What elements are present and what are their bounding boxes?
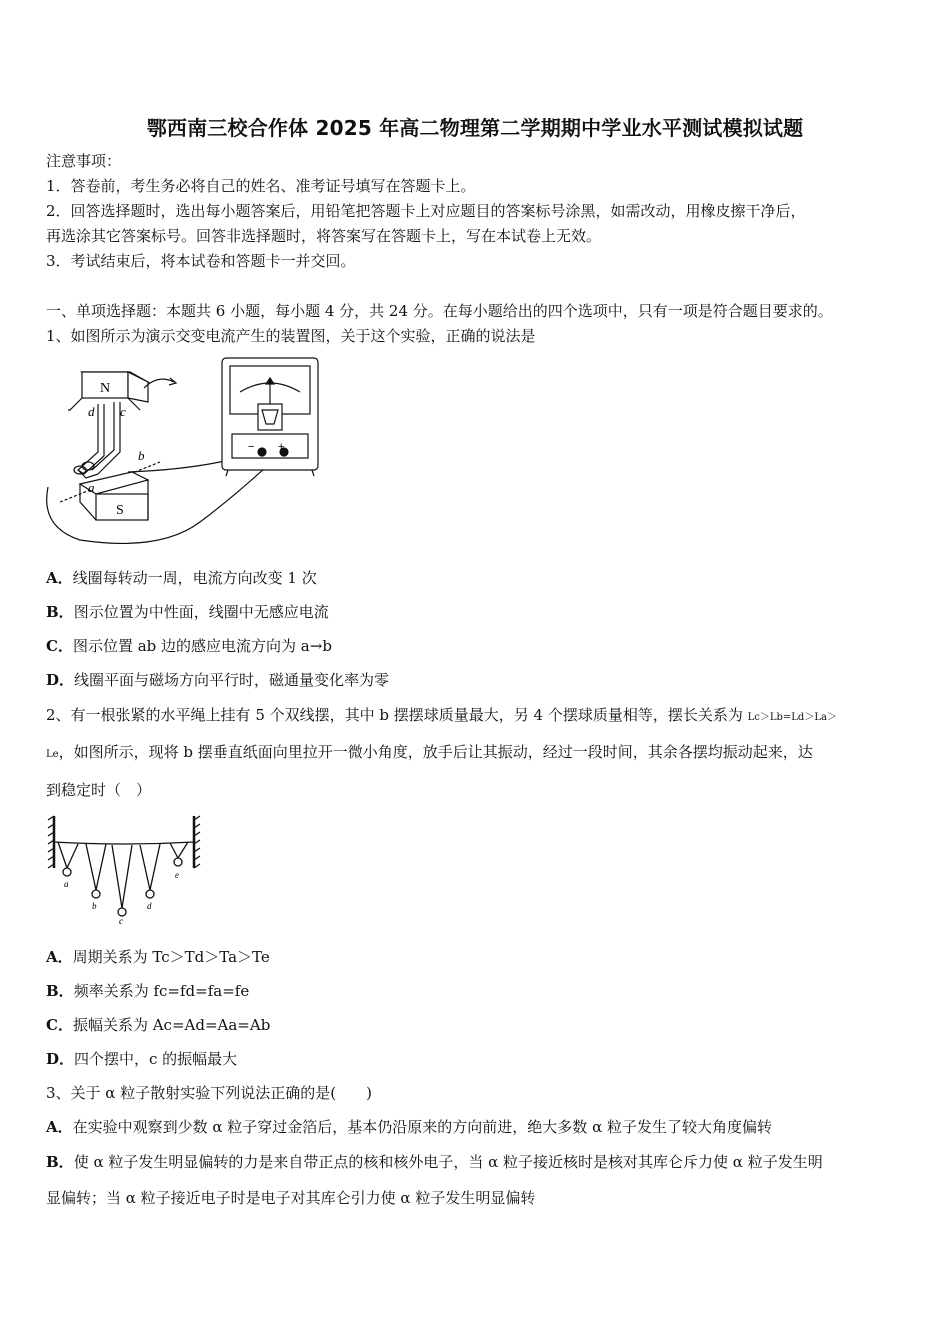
option-item [46,635,332,657]
notice-heading: 注意事项： [46,152,122,170]
label-n: N [100,381,111,396]
option-item [46,669,389,691]
pendulum-label: a [64,879,69,889]
option-text: 使 α 粒子发生明显偏转的力是来自带正点的核和核外电子，当 α 粒子接近核时是核对其库仑斥力使 α 粒子发生明 [73,1153,823,1171]
label-b: b [138,448,145,463]
page-title: 鄂西南三校合作体 2025 年高二物理第二学期期中学业水平测试模拟试题 [146,116,804,140]
option-key: D． [46,1050,75,1068]
ac-generator-figure [40,352,330,544]
option-item [46,1014,270,1036]
option-item [46,1151,823,1173]
label-d: d [88,404,95,419]
label-a: a [88,480,95,495]
option-key: B． [46,1153,74,1171]
question-3-stem: 3、关于 α 粒子散射实验下列说法正确的是( ) [46,1084,372,1102]
option-item [46,1048,237,1070]
pendulum-label: d [147,901,152,911]
pendulum-label: b [92,901,97,911]
stem-text: ，如图所示，现将 b 摆垂直纸面向里拉开一微小角度，放手后让其振动，经过一段时间，其余各摆均振动起来，达 [58,743,813,761]
label-s: S [116,503,124,518]
option-item [46,980,249,1002]
option-item [46,567,317,589]
question-2-stem-end: 到稳定时（ ） [46,781,152,799]
stem-text: 2、有一根张紧的水平绳上挂有 5 个双线摆，其中 b 摆摆球质量最大，另 4 个摆球质量相等，摆长关系为 [46,706,748,724]
option-text: 在实验中观察到少数 α 粒子穿过金箔后，基本仍沿原来的方向前进，绝大多数 α 粒子发生了较大角度偏转 [72,1118,772,1136]
option-key: C． [46,1016,73,1034]
stem-relation: Le [46,749,59,760]
option-text: 图示位置 ab 边的感应电流方向为 a→b [72,637,332,655]
pendulum-label: e [175,870,179,880]
option-text: 周期关系为 Tc＞Td＞Ta＞Te [72,948,270,966]
option-key: A． [46,948,73,966]
label-plus: + [278,441,285,453]
option-key: B． [46,603,74,621]
option-text: 频率关系为 fc=fd=fa=fe [73,982,250,1000]
option-item [46,946,270,968]
option-item [46,601,329,623]
notice-item: 2．回答选择题时，选出每小题答案后，用铅笔把答题卡上对应题目的答案标号涂黑，如需改动，用橡皮擦干净后， [46,202,806,220]
option-text: 线圈每转动一周，电流方向改变 1 次 [72,569,317,587]
notice-item: 3．考试结束后，将本试卷和答题卡一并交回。 [46,252,356,270]
option-key: A． [46,569,73,587]
option-item [46,1116,772,1138]
label-minus: − [248,441,255,453]
notice-item: 再选涂其它答案标号。回答非选择题时，将答案写在答题卡上，写在本试卷上无效。 [46,227,602,245]
option-key: D． [46,671,75,689]
option-key: B． [46,982,74,1000]
notice-item: 1．答卷前，考生务必将自己的姓名、准考证号填写在答题卡上。 [46,177,476,195]
question-2-stem [46,704,837,729]
option-continuation: 显偏转；当 α 粒子接近电子时是电子对其库仑引力使 α 粒子发生明显偏转 [46,1189,536,1207]
option-key: A． [46,1118,73,1136]
label-c: c [120,404,126,419]
option-text: 振幅关系为 Ac=Ad=Aa=Ab [72,1016,271,1034]
section-heading: 一、单项选择题：本题共 6 小题，每小题 4 分，共 24 分。在每小题给出的四个选项中，只有一项是符合题目要求的。 [46,302,833,320]
question-2-stem-cont [46,741,813,766]
option-text: 线圈平面与磁场方向平行时，磁通量变化率为零 [74,671,390,689]
option-text: 图示位置为中性面，线圈中无感应电流 [73,603,329,621]
stem-relation: Lc＞Lb=Ld＞La＞ [747,712,837,723]
pendulum-label: c [119,916,123,924]
question-1-stem: 1、如图所示为演示交变电流产生的装置图，关于这个实验，正确的说法是 [46,327,536,345]
option-key: C． [46,637,73,655]
pendulum-figure [44,812,210,924]
option-text: 四个摆中，c 的振幅最大 [74,1050,238,1068]
